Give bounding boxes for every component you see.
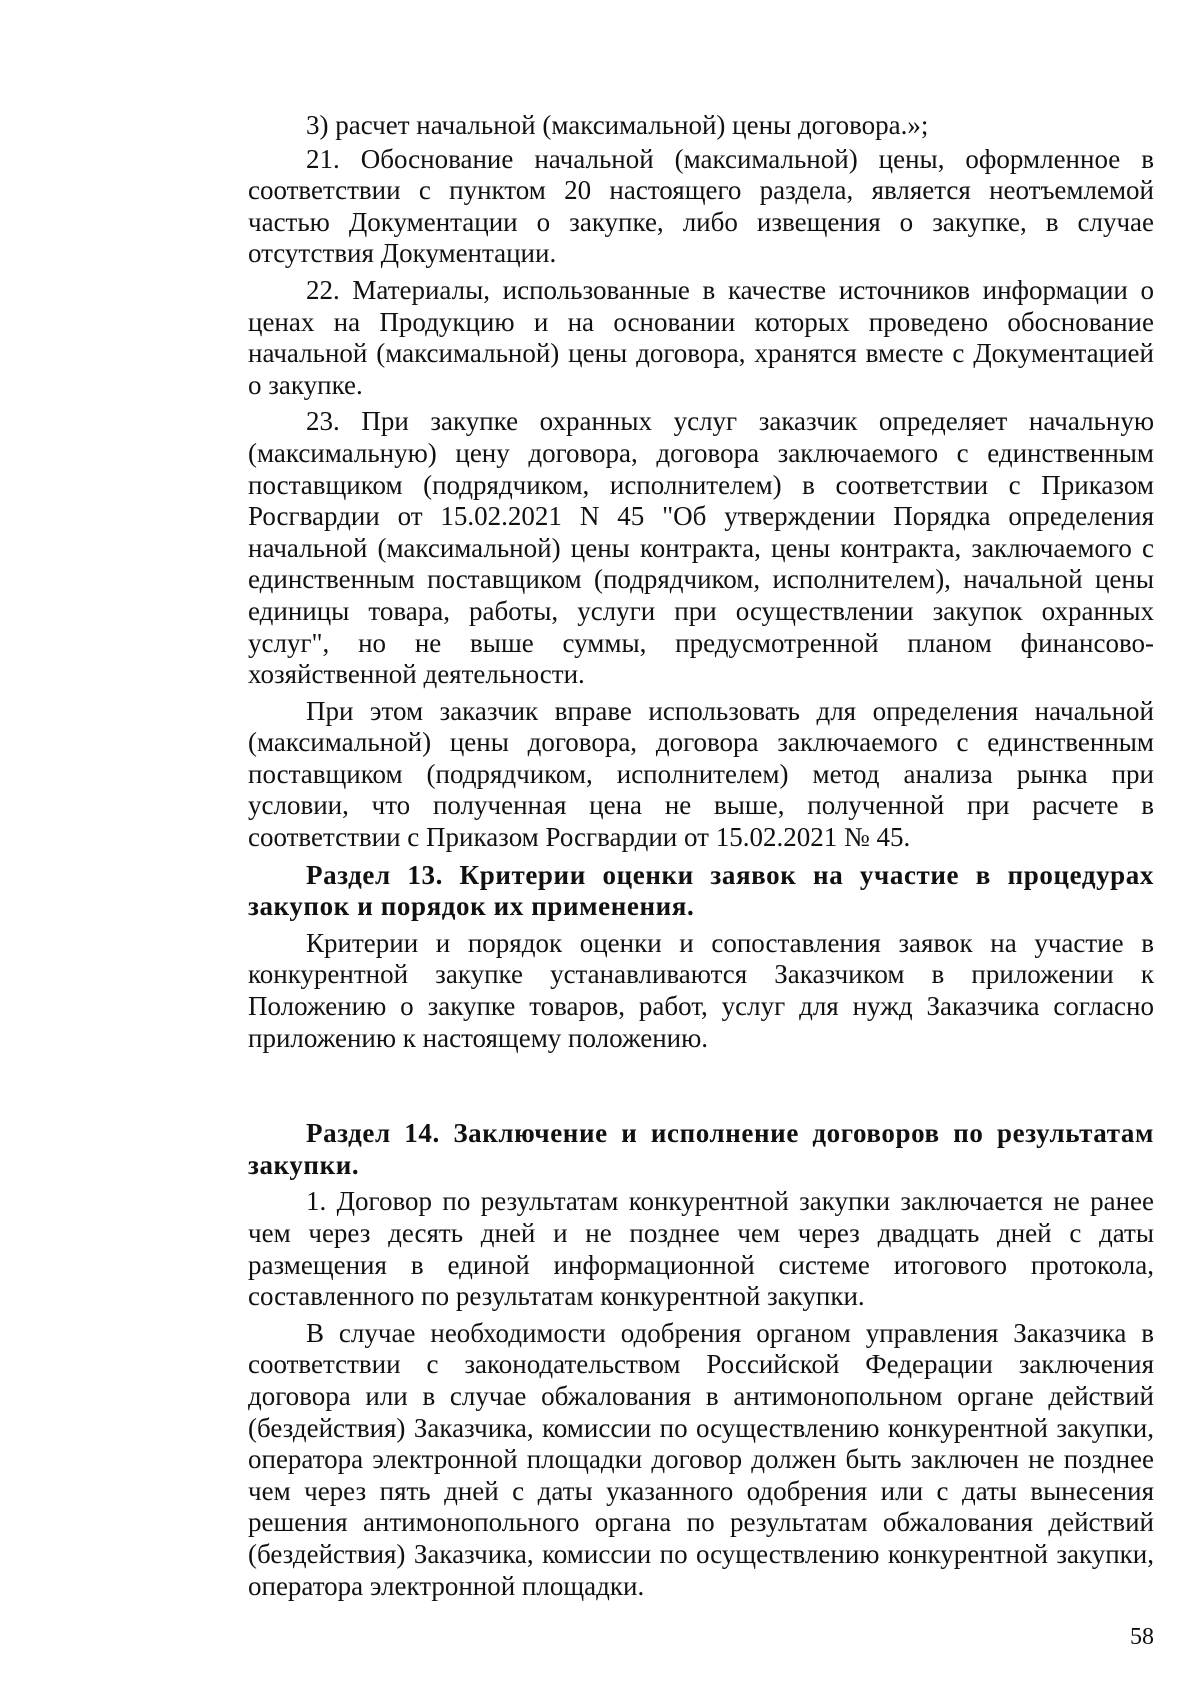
section-14-paragraph-2: В случае необходимости одобрения органом управления Заказчика в соответствии с законодательством Российской Федерации заключения договора или в случае обжалования в антимонопольном органе действий (бездействия) Заказчика, комиссии по осуществлению конкурентной закупки, оператора электронной площадки договор должен быть заключен не позднее чем через пять дней с даты указанного одобрения или с даты вынесения решения антимонопольного органа по результатам обжалования действий (бездействия) Заказчика, комиссии по осуществлению конкурентной закупки, оператора электронной площадки. <box>248 1317 1154 1601</box>
document-body <box>248 110 1154 1602</box>
section-14-paragraph-1: 1. Договор по результатам конкурентной закупки заключается не ранее чем через десять дней и не позднее чем через двадцать дней с даты размещения в единой информационной системе итогового протокола, составленного по результатам конкурентной закупки. <box>248 1186 1154 1312</box>
paragraph-market-analysis: При этом заказчик вправе использовать для определения начальной (максимальной) цены договора, договора заключаемого с единственным поставщиком (подрядчиком, исполнителем) метод анализа рынка при условии, что полученная цена не выше, полученной при расчете в соответствии с Приказом Росгвардии от 15.02.2021 № 45. <box>248 695 1154 853</box>
page-number: 58 <box>1130 1624 1154 1650</box>
paragraph-21: 21. Обоснование начальной (максимальной) цены, оформленное в соответствии с пунктом 20 настоящего раздела, является неотъемлемой частью Документации о закупке, либо извещения о закупке, в случае отсутствия Документации. <box>248 143 1154 269</box>
paragraph-calculation-item: 3) расчет начальной (максимальной) цены договора.»; <box>306 110 929 140</box>
paragraph-22: 22. Материалы, использованные в качестве источников информации о ценах на Продукцию и на основании которых проведено обоснование начальной (максимальной) цены договора, хранятся вместе с Документацией о закупке. <box>248 274 1154 400</box>
section-13-heading: Раздел 13. Критерии оценки заявок на участие в процедурах закупок и порядок их применения. <box>248 859 1154 922</box>
section-13-text: Критерии и порядок оценки и сопоставления заявок на участие в конкурентной закупке устанавливаются Заказчиком в приложении к Положению о закупке товаров, работ, услуг для нужд Заказчика согласно приложению к настоящему положению. <box>248 927 1154 1053</box>
section-14-heading: Раздел 14. Заключение и исполнение договоров по результатам закупки. <box>248 1118 1154 1180</box>
paragraph-23: 23. При закупке охранных услуг заказчик определяет начальную (максимальную) цену договора, договора заключаемого с единственным поставщиком (подрядчиком, исполнителем) в соответствии с Приказом Росгвардии от 15.02.2021 N 45 "Об утверждении Порядка определения начальной (максимальной) цены контракта, цены контракта, заключаемого с единственным поставщиком (подрядчиком, исполнителем), начальной цены единицы товара, работы, услуги при осуществлении закупок охранных услуг", но не выше суммы, предусмотренной планом финансово-хозяйственной деятельности. <box>248 406 1154 690</box>
